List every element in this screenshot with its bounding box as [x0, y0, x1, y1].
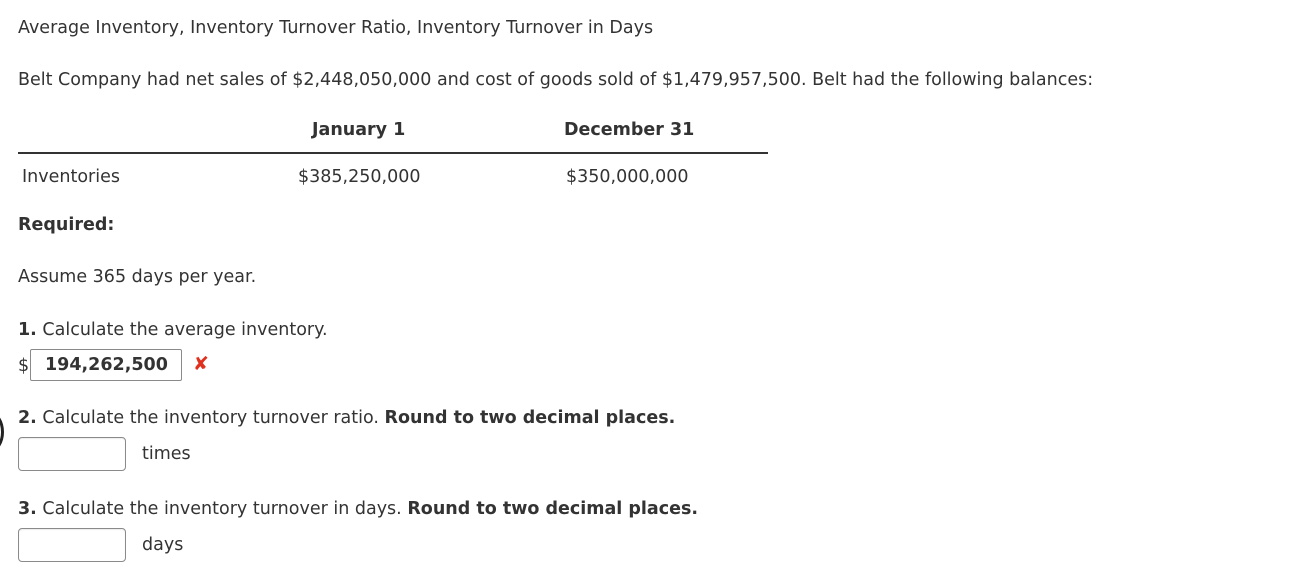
table-header-rule: [18, 152, 768, 154]
question-3-text: Calculate the inventory turnover in days.: [42, 499, 402, 519]
question-1-number: 1.: [18, 320, 37, 340]
question-2-number: 2.: [18, 408, 37, 428]
turnover-ratio-input[interactable]: [18, 437, 126, 471]
question-2-rounding-note: Round to two decimal places.: [384, 408, 676, 428]
x-mark-icon: ✘: [193, 353, 209, 375]
column-header-january-1: January 1: [312, 120, 406, 140]
column-header-december-31: December 31: [564, 120, 695, 140]
question-3-number: 3.: [18, 499, 37, 519]
inventories-december-value: $350,000,000: [566, 167, 689, 187]
question-3-rounding-note: Round to two decimal places.: [407, 499, 699, 519]
unit-days-label: days: [142, 535, 184, 555]
currency-symbol: $: [18, 356, 30, 376]
question-2-text: Calculate the inventory turnover ratio.: [42, 408, 379, 428]
problem-intro: Belt Company had net sales of $2,448,050,000 and cost of goods sold of $1,479,957,500. Belt had the following balances:: [18, 70, 1094, 90]
problem-title: Average Inventory, Inventory Turnover Ratio, Inventory Turnover in Days: [18, 18, 654, 38]
row-label-inventories: Inventories: [22, 167, 120, 187]
unit-times-label: times: [142, 444, 191, 464]
question-3: [18, 499, 698, 519]
inventories-january-value: $385,250,000: [298, 167, 421, 187]
question-focus-marker: [0, 412, 4, 452]
assumption-text: Assume 365 days per year.: [18, 267, 257, 287]
average-inventory-answer-field[interactable]: 194,262,500: [30, 349, 182, 381]
question-2: [18, 408, 675, 428]
question-1-text: Calculate the average inventory.: [42, 320, 328, 340]
question-1: [18, 320, 328, 340]
turnover-days-input[interactable]: [18, 528, 126, 562]
required-heading: Required:: [18, 215, 115, 235]
